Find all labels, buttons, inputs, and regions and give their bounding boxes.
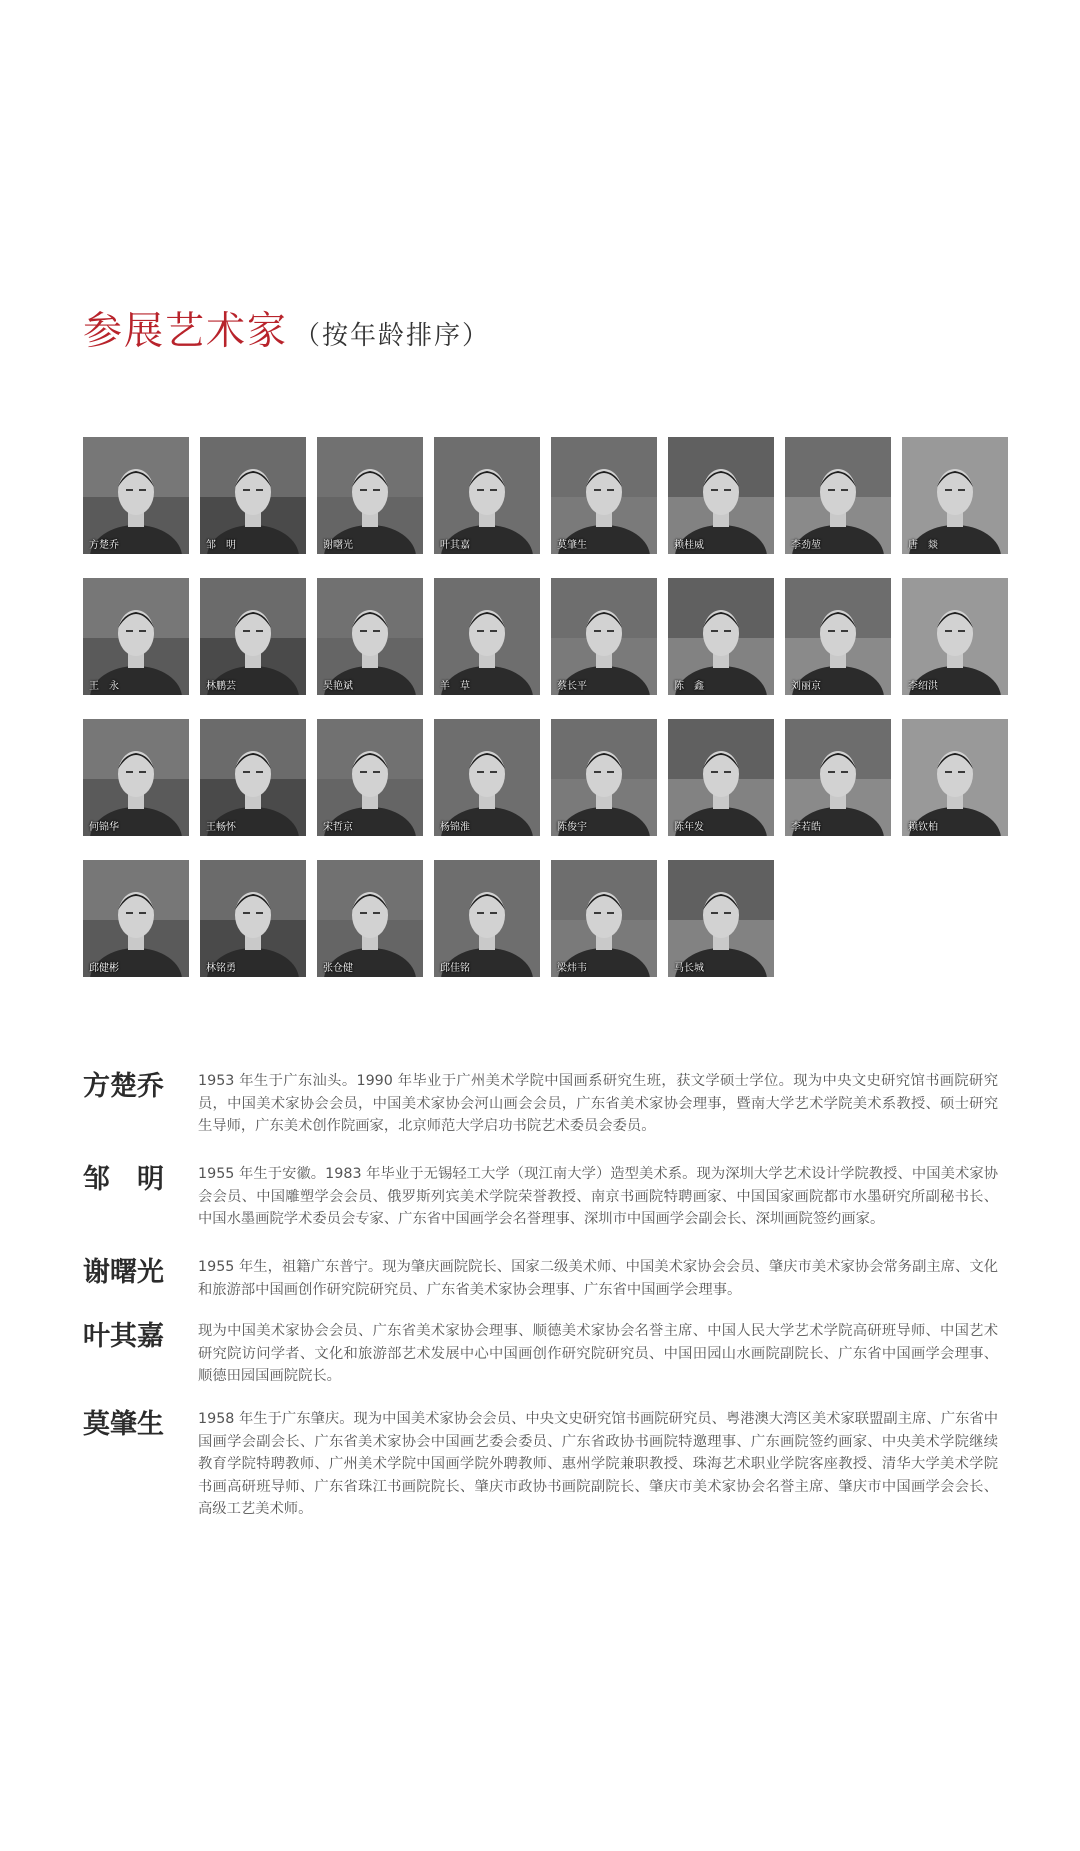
artist-photo-caption: 何锦华 — [89, 822, 119, 833]
artist-photo-caption: 赖钦柏 — [908, 822, 938, 833]
artist-photo — [317, 719, 423, 836]
artist-photo — [317, 860, 423, 977]
artist-photo — [200, 437, 306, 554]
artist-photo-caption: 邹 明 — [206, 540, 236, 551]
artist-photo-caption: 王畅怀 — [206, 822, 236, 833]
artist-photo — [434, 719, 540, 836]
artist-photo-caption: 吴艳斌 — [323, 681, 353, 692]
artist-photo-caption: 赖桂威 — [674, 540, 704, 551]
artist-photo-caption: 邱健彬 — [89, 963, 119, 974]
artist-bio-text: 1953 年生于广东汕头。1990 年毕业于广州美术学院中国画系研究生班，获文学硕士学位。现为中央文史研究馆书画院研究员，中国美术家协会会员，中国美术家协会河山画会会员，广东省美术家协会理事，暨南大学艺术学院美术系教授、硕士研究生导师，广东美术创作院画家，北京师范大学启功书院艺术委员会委员。 — [198, 1073, 998, 1135]
artist-photo — [83, 719, 189, 836]
artist-photo — [317, 578, 423, 695]
artist-photo — [551, 860, 657, 977]
artist-photo — [317, 437, 423, 554]
artist-photo-caption: 叶其嘉 — [440, 540, 470, 551]
artist-bio-name: 叶其嘉 — [83, 1321, 164, 1352]
artist-photo-caption: 梁炜韦 — [557, 963, 587, 974]
artist-photo-grid — [83, 437, 1003, 977]
artist-photo — [902, 719, 1008, 836]
artist-photo-caption: 宋哲京 — [323, 822, 353, 833]
artist-bio-name: 谢曙光 — [83, 1257, 164, 1288]
page-title — [83, 300, 490, 356]
artist-photo — [551, 719, 657, 836]
artist-photo-caption: 杨锦淮 — [440, 822, 470, 833]
artist-photo-caption: 羊 草 — [440, 681, 470, 692]
artist-photo — [785, 437, 891, 554]
artist-photo-caption: 王 永 — [89, 681, 119, 692]
artist-photo-caption: 林铭勇 — [206, 963, 236, 974]
artist-bio-text: 1958 年生于广东肇庆。现为中国美术家协会会员、中央文史研究馆书画院研究员、粤港澳大湾区美术家联盟副主席、广东省中国画学会副会长、广东省美术家协会中国画艺委会委员、广东省政协书画院特邀理事、广东画院签约画家、中央美术学院继续教育学院特聘教师、广州美术学院中国画学院外聘教师、惠州学院兼职教授、珠海艺术职业学院客座教授、清华大学美术学院书画高研班导师、广东省珠江书画院院长、肇庆市政协书画院副院长、肇庆市美术家协会名誉主席、肇庆市中国画学会会长、高级工艺美术师。 — [198, 1411, 998, 1518]
artist-photo-caption: 陈年发 — [674, 822, 704, 833]
artist-bio-name: 邹 明 — [83, 1164, 164, 1195]
artist-photo-caption: 邱佳铭 — [440, 963, 470, 974]
artist-photo — [434, 578, 540, 695]
artist-photo — [551, 437, 657, 554]
artist-photo — [785, 719, 891, 836]
artist-bio-text: 1955 年生，祖籍广东普宁。现为肇庆画院院长、国家二级美术师、中国美术家协会会员、肇庆市美术家协会常务副主席、文化和旅游部中国画创作研究院研究员、广东省美术家协会理事、广东省中国画学会理事。 — [198, 1259, 998, 1298]
artist-photo — [83, 578, 189, 695]
artist-photo-caption: 方楚乔 — [89, 540, 119, 551]
artist-photo-caption: 李劲堃 — [791, 540, 821, 551]
artist-photo — [434, 860, 540, 977]
artist-photo-caption: 林鹏芸 — [206, 681, 236, 692]
artist-photo — [551, 578, 657, 695]
artist-bio-name: 方楚乔 — [83, 1071, 164, 1102]
artist-photo-caption: 唐 燚 — [908, 540, 938, 551]
artist-photo — [668, 578, 774, 695]
artist-photo-caption: 马长城 — [674, 963, 704, 974]
artist-photo — [668, 860, 774, 977]
artist-photo — [200, 578, 306, 695]
artist-photo — [83, 437, 189, 554]
artist-photo-caption: 张仓健 — [323, 963, 353, 974]
section-subtitle: （按年龄排序） — [294, 321, 491, 351]
artist-bio-name: 莫肇生 — [83, 1409, 164, 1440]
artist-photo-caption: 陈 鑫 — [674, 681, 704, 692]
artist-bio-text: 1955 年生于安徽。1983 年毕业于无锡轻工大学（现江南大学）造型美术系。现为深圳大学艺术设计学院教授、中国美术家协会会员、中国雕塑学会会员、俄罗斯列宾美术学院荣誉教授、南京书画院特聘画家、中国国家画院都市水墨研究所副秘书长、中国水墨画院学术委员会专家、广东省中国画学会名誉理事、深圳市中国画学会副会长、深圳画院签约画家。 — [198, 1166, 998, 1228]
artist-photo — [200, 719, 306, 836]
artist-photo-caption: 谢曙光 — [323, 540, 353, 551]
artist-bio-text: 现为中国美术家协会会员、广东省美术家协会理事、顺德美术家协会名誉主席、中国人民大学艺术学院高研班导师、中国艺术研究院访问学者、文化和旅游部艺术发展中心中国画创作研究院研究员、中国田园山水画院副院长、广东省中国画学会理事、顺德田园国画院院长。 — [198, 1323, 998, 1385]
artist-photo — [668, 437, 774, 554]
section-title: 参展艺术家 — [83, 309, 289, 354]
artist-photo-caption: 刘丽京 — [791, 681, 821, 692]
artist-photo-caption: 陈俊宇 — [557, 822, 587, 833]
artist-photo — [200, 860, 306, 977]
artist-photo — [785, 578, 891, 695]
artist-photo — [902, 437, 1008, 554]
artist-photo-caption: 李绍洪 — [908, 681, 938, 692]
artist-photo-caption: 蔡长平 — [557, 681, 587, 692]
artist-photo-caption: 莫肇生 — [557, 540, 587, 551]
artist-photo-caption: 李若皓 — [791, 822, 821, 833]
artist-photo — [902, 578, 1008, 695]
artist-photo — [434, 437, 540, 554]
artist-photo — [83, 860, 189, 977]
artist-photo — [668, 719, 774, 836]
